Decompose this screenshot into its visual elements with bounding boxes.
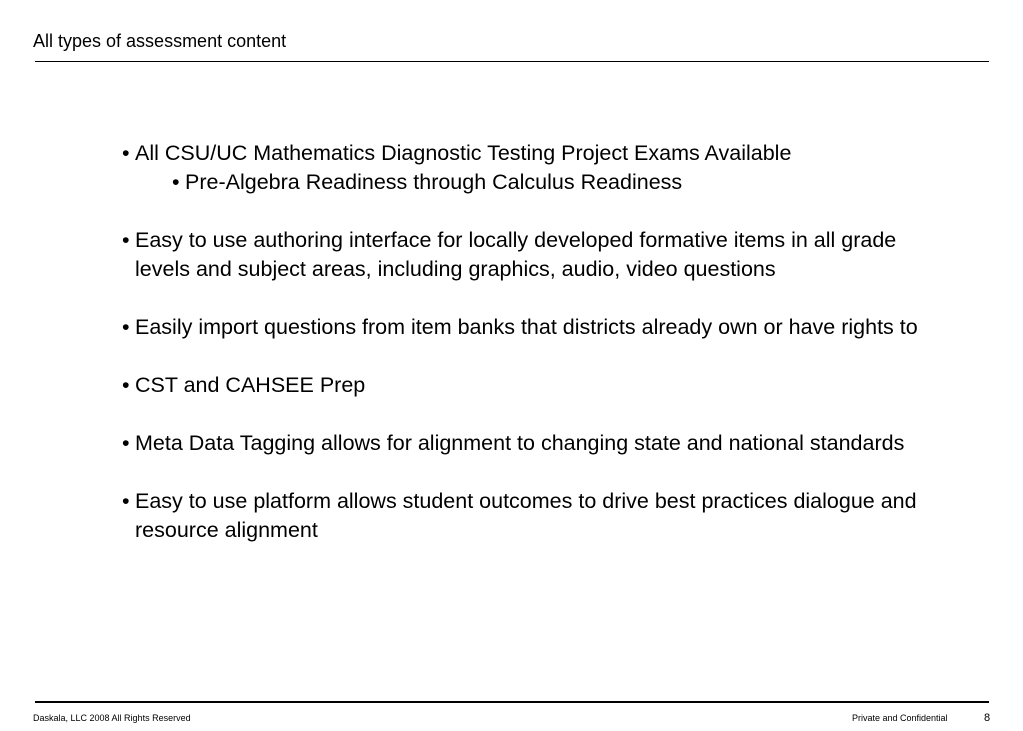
bullet-text: • CST and CAHSEE Prep: [135, 373, 366, 397]
bullet-list: [122, 139, 942, 574]
bullet-item: [122, 487, 942, 545]
page-number: 8: [984, 712, 991, 724]
footer-divider: [35, 701, 989, 703]
header-divider: [35, 61, 989, 62]
bullet-text: • Easily import questions from item banks that districts already own or have rights to: [135, 315, 918, 339]
sub-bullet-item: [172, 168, 942, 197]
bullet-item: [122, 313, 942, 342]
bullet-text: • Meta Data Tagging allows for alignment to changing state and national standards: [135, 431, 905, 455]
footer-confidential: Private and Confidential: [852, 713, 948, 723]
sub-bullet-text: • Pre-Algebra Readiness through Calculus Readiness: [185, 170, 683, 194]
bullet-item: [122, 371, 942, 400]
bullet-text: • All CSU/UC Mathematics Diagnostic Testing Project Exams Available: [135, 141, 792, 165]
slide-title: All types of assessment content: [33, 31, 287, 51]
bullet-item: [122, 429, 942, 458]
bullet-text: • Easy to use platform allows student outcomes to drive best practices dialogue and resource alignment: [135, 489, 917, 542]
bullet-item: [122, 139, 942, 197]
bullet-text: • Easy to use authoring interface for locally developed formative items in all grade levels and subject areas, including graphics, audio, video questions: [135, 228, 897, 281]
bullet-item: [122, 226, 942, 284]
footer-copyright: Daskala, LLC 2008 All Rights Reserved: [33, 713, 191, 723]
